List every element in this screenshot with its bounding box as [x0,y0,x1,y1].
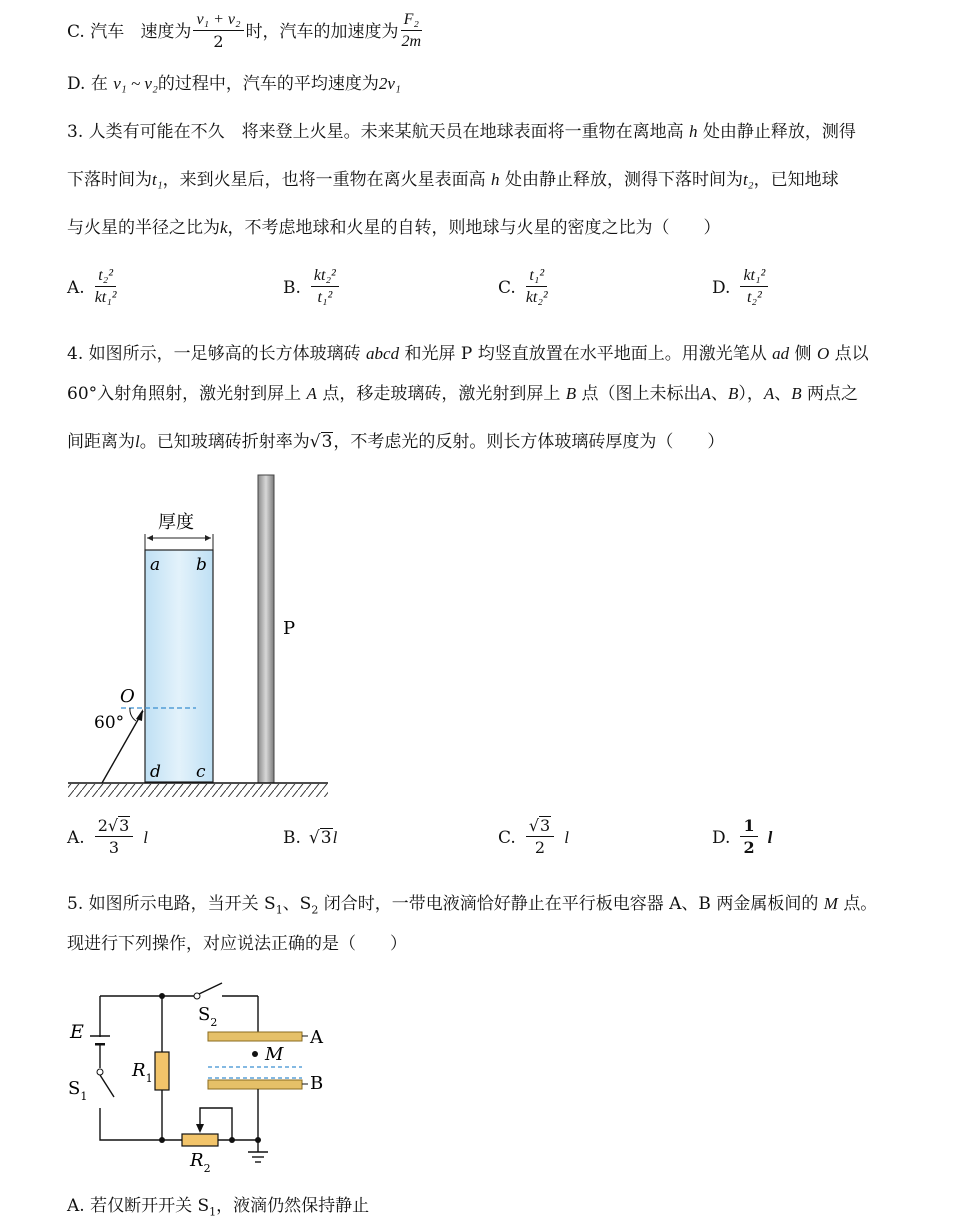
fraction-v1-v2: $\frac{\text{v₁ + v₂}}{2}$ [193,10,243,53]
corner-b: b [196,555,207,575]
q3-option-b: B. $\frac{\text{kt₂²}}{\text{t₁²}}$ [283,266,341,309]
q4-option-c: C. $\frac{√3}{2}$ l [498,816,569,857]
q3-option-d: D. $\frac{\text{kt₁²}}{\text{t₂²}}$ [712,266,770,309]
q4-option-a: A. $\frac{2√3}{3}$ l [67,816,148,857]
fraction-f2-2m: $\frac{\text{F₂}}{2m}$ [401,11,422,50]
q2-option-d: D. 在 v₁ ~ v₂的过程中，汽车的平均速度为2v₁ [67,74,401,94]
q4-line-1: 4. 如图所示，一足够高的长方体玻璃砖 abcd 和光屏 P 均竖直放置在水平地面上。用激光笔从 ad 侧 O 点以 [67,344,869,364]
q4-option-d: D. $\frac{1}{2}$ l [712,816,773,857]
q5-line-1: 5. 如图所示电路，当开关 $S_1$、$S_2$ 闭合时，一带电液滴恰好静止在平行板电容器 A、B 两金属板间的 M 点。 [67,894,878,917]
s1-label: $S_1$ [68,1078,88,1103]
circuit-figure [62,980,352,1180]
screen-label: P [283,618,296,639]
glass-brick-figure [66,470,336,805]
q3-line-3: 与火星的半径之比为k，不考虑地球和火星的自转，则地球与火星的密度之比为（ ） [67,218,721,238]
s2-label: $S_2$ [198,1004,218,1029]
q5-option-a: A. 若仅断开开关 $S_1$，液滴仍然保持静止 [67,1196,370,1219]
glass-brick [145,550,213,782]
r1-label: $R_1$ [132,1060,153,1085]
q4-line-2: 60°入射角照射，激光射到屏上 A 点，移走玻璃砖，激光射到屏上 B 点（图上未标出A、B），A、B 两点之 [67,384,859,404]
thickness-label: 厚度 [158,512,194,533]
q3-line-1: 3. 人类有可能在不久 将来登上火星。未来某航天员在地球表面将一重物在离地高 h 处由静止释放，测得 [67,122,856,142]
q3-option-a: A. $\frac{\text{t₂²}}{\text{kt₁²}}$ [67,267,117,306]
corner-d: d [150,762,161,782]
corner-a: a [150,555,161,575]
q3-line-2: 下落时间为t₁，来到火星后，也将一重物在离火星表面高 h 处由静止释放，测得下落时间为t₂，已知地球 [67,170,839,190]
point-o: O [120,686,135,707]
r2-label: $R_2$ [190,1150,211,1175]
battery-label: E [70,1021,84,1043]
corner-c: c [196,762,206,782]
q3-option-c: C. $\frac{\text{t₁²}}{\text{kt₂²}}$ [498,267,548,306]
droplet [252,1051,258,1057]
point-m: M [265,1044,284,1065]
q4-line-3: 间距离为l。已知玻璃砖折射率为√3，不考虑光的反射。则长方体玻璃砖厚度为（ ） [67,432,725,452]
plate-b-label: B [310,1073,324,1094]
q4-option-b: B. √3l [283,828,338,848]
angle-label: 60° [94,713,125,733]
q5-line-2: 现进行下列操作，对应说法正确的是（ ） [67,934,407,954]
screen-p [258,475,274,783]
plate-a-label: A [310,1027,323,1048]
q2-option-c: C. 汽车 速度为 $\frac{\text{v₁ + v₂}}{2}$ 时，汽车的加速度为 $\frac{\text{F₂}}{2m}$ [67,11,422,51]
